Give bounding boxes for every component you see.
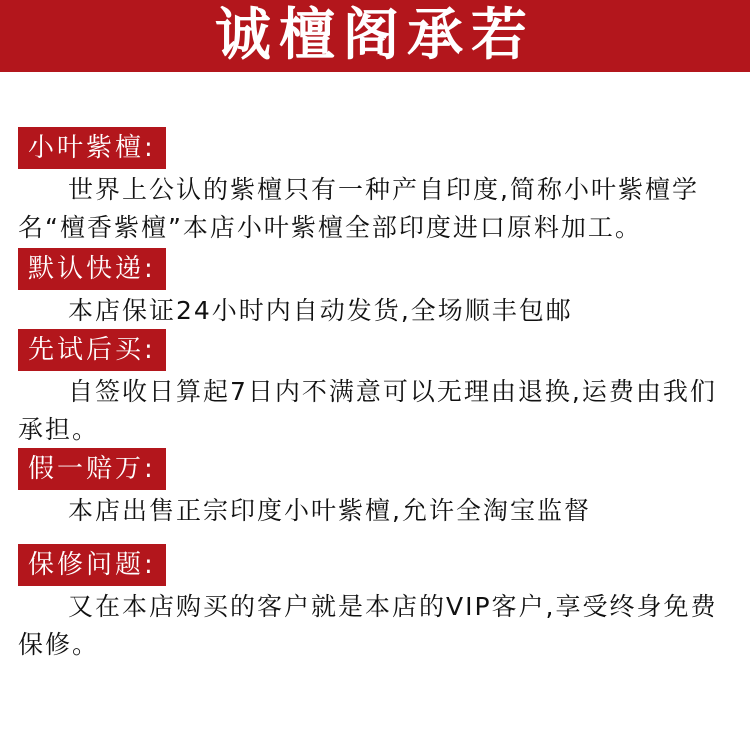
section-rosewood <box>18 127 738 247</box>
section-shipping <box>18 248 738 330</box>
section-label-guarantee: 假一赔万: <box>18 448 166 490</box>
section-label-trial: 先试后买: <box>18 329 166 371</box>
section-text-shipping: 本店保证24小时内自动发货,全场顺丰包邮 <box>68 296 573 325</box>
section-text-trial: 自签收日算起7日内不满意可以无理由退换,运费由我们承担。 <box>18 377 717 444</box>
section-label-rosewood: 小叶紫檀: <box>18 127 166 169</box>
section-trial <box>18 329 738 449</box>
section-text-warranty: 又在本店购买的客户就是本店的VIP客户,享受终身免费保修。 <box>18 592 718 659</box>
section-text-guarantee: 本店出售正宗印度小叶紫檀,允许全淘宝监督 <box>68 496 591 525</box>
section-guarantee <box>18 448 738 530</box>
header-banner <box>0 0 750 72</box>
section-label-warranty: 保修问题: <box>18 544 166 586</box>
page-title: 诚檀阁承若 <box>215 3 535 68</box>
section-text-rosewood: 世界上公认的紫檀只有一种产自印度,简称小叶紫檀学名“檀香紫檀”本店小叶紫檀全部印度进口原料加工。 <box>18 175 699 242</box>
section-warranty <box>18 544 738 664</box>
section-label-shipping: 默认快递: <box>18 248 166 290</box>
